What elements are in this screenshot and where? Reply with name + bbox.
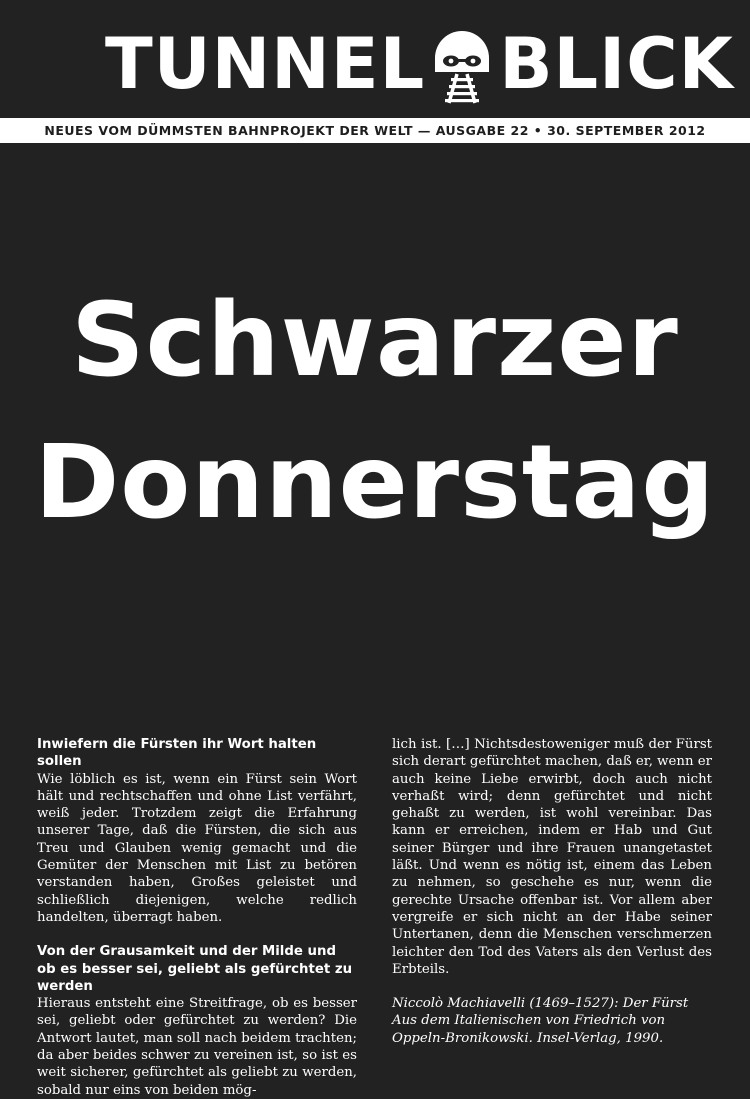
issue-tagline: NEUES VOM DÜMMSTEN BAHNPROJEKT DER WELT — AUSGABE 22 • 30. SEPTEMBER 2012 xyxy=(0,118,750,143)
section-body-2-part-1: Hieraus entsteht eine Streitfrage, ob es besser sei, geliebt oder gefürchtet zu werden? Die Antwort lautet, man soll nach beidem trachten; da aber beides schwer zu vereinen ist, so ist es weit sicherer, gefürchtet als geliebt zu werden, sobald nur eins von beiden mög- xyxy=(37,996,357,1098)
section-body-2-part-2: lich ist. […] Nichtsdestoweniger muß der Fürst sich derart gefürchtet machen, daß er, wenn er auch keine Liebe erwirbt, doch auch nicht verhaßt wird; denn gefürchtet und nicht gehaßt zu werden, ist wohl vereinbar. Das kann er erreichen, indem er Hab und Gut seiner Bürger und ihre Frauen unangetastet läßt. Und wenn es nötig ist, einem das Leben zu nehmen, so geschehe es nur, wenn die gerechte Ursache offenbar ist. Vor allem aber vergreife er sich nicht an der Habe seiner Untertanen, denn die Menschen verschmerzen leichter den Tod des Vaters als den Verlust des Erbteils. xyxy=(392,737,712,977)
tunnel-face-with-track-icon xyxy=(429,24,495,104)
brand-word-left: TUNNEL xyxy=(105,23,426,105)
paragraph-gap xyxy=(392,978,712,995)
source-citation xyxy=(392,995,712,1047)
citation-line-1: Niccolò Machiavelli (1469–1527): Der Fürst xyxy=(392,996,689,1012)
paragraph-gap xyxy=(37,926,357,943)
article-column-left xyxy=(37,736,357,1099)
section-heading-1: Inwiefern die Fürsten ihr Wort halten sollen xyxy=(37,737,317,770)
citation-line-3: Oppeln-Bronikowski. Insel-Verlag, 1990. xyxy=(392,1030,664,1046)
citation-line-2: Aus dem Italienischen von Friedrich von xyxy=(392,1013,666,1029)
brand-logo[interactable] xyxy=(105,24,734,104)
headline-line-2: Donnerstag xyxy=(34,423,716,542)
section-body-1: Wie löblich es ist, wenn ein Fürst sein Wort hält und rechtschaffen und ohne List verfährt, weiß jeder. Trotzdem zeigt die Erfahrung unserer Tage, daß die Fürsten, die sich aus Treu und Glauben wenig gemacht und die Gemüter der Menschen mit List zu betören verstanden haben, Großes geleistet und schließlich diejenigen, welche redlich handelten, überragt haben. xyxy=(37,771,357,925)
headline-line-1: Schwarzer xyxy=(71,281,679,400)
headline xyxy=(0,270,750,554)
article xyxy=(37,736,713,1098)
section-heading-2: Von der Grausamkeit und der Milde und ob es besser sei, geliebt als gefürchtet zu werden xyxy=(37,944,353,994)
article-column-right xyxy=(392,736,712,1047)
masthead xyxy=(0,0,750,118)
brand-word-right: BLICK xyxy=(499,23,734,105)
